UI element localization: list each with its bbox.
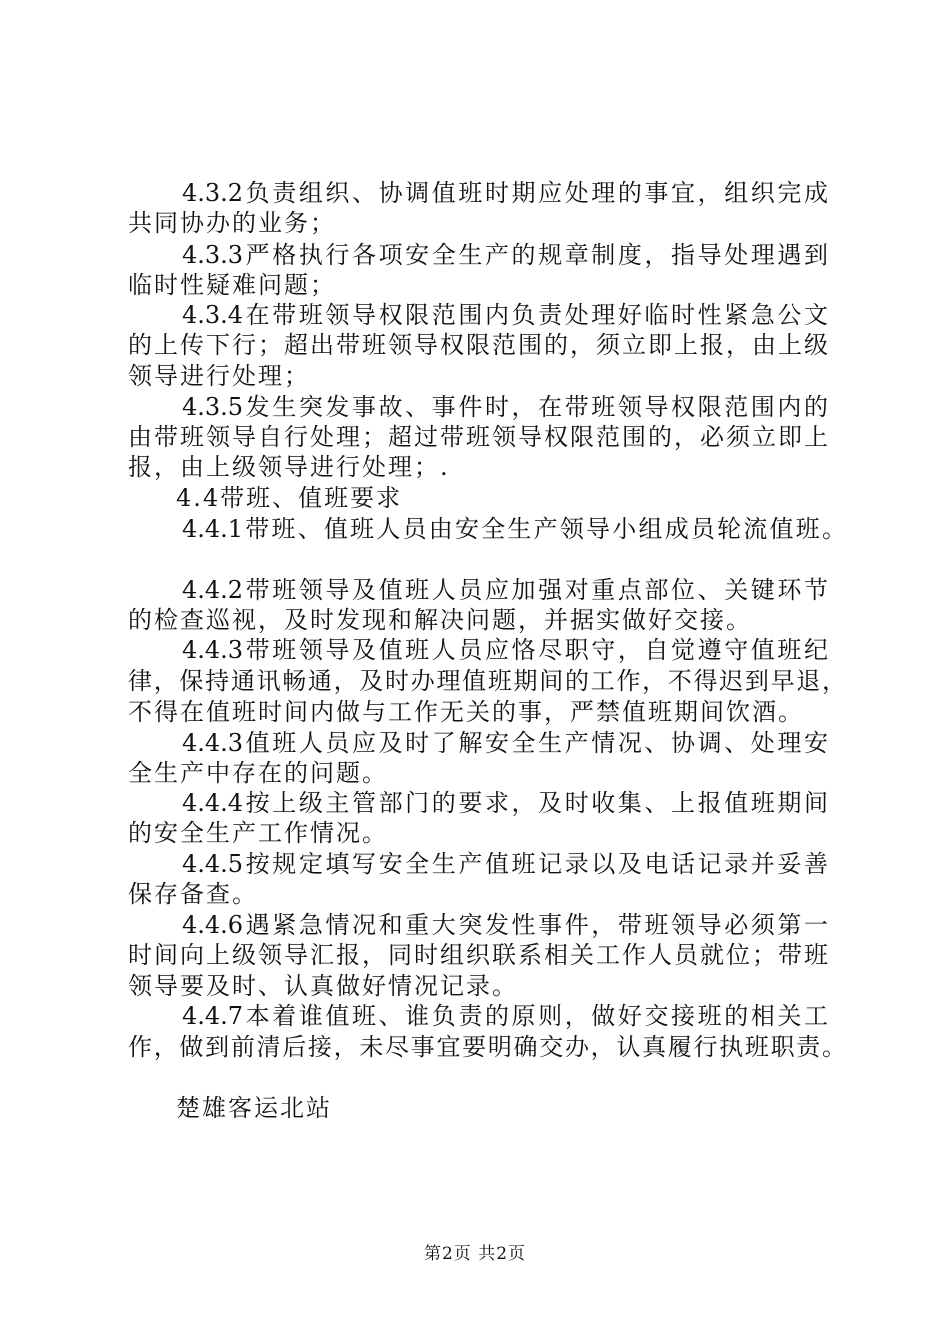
section-heading: 4.4带班、值班要求 (176, 484, 403, 512)
paragraph-line: 4.4.6遇紧急情况和重大突发性事件，带班领导必须第一 (182, 911, 828, 939)
paragraph-line: 领导进行处理； (128, 362, 310, 390)
paragraph-line: 4.4.4按上级主管部门的要求，及时收集、上报值班期间 (182, 789, 828, 817)
paragraph-line: 全生产中存在的问题。 (128, 759, 388, 787)
paragraph-line: 的上传下行；超出带班领导权限范围的，须立即上报，由上级 (128, 331, 828, 359)
organization-signature: 楚雄客运北站 (176, 1094, 332, 1122)
paragraph-line: 4.4.1带班、值班人员由安全生产领导小组成员轮流值班。 (182, 515, 846, 543)
paragraph-line: 作，做到前清后接，未尽事宜要明确交办，认真履行执班职责。 (128, 1033, 846, 1061)
paragraph-line: 时间向上级领导汇报，同时组织联系相关工作人员就位；带班 (128, 941, 828, 969)
paragraph-line: 4.4.5按规定填写安全生产值班记录以及电话记录并妥善 (182, 850, 828, 878)
paragraph-line: 临时性疑难问题； (128, 271, 336, 299)
paragraph-line: 不得在值班时间内做与工作无关的事，严禁值班期间饮酒。 (128, 698, 804, 726)
paragraph-line: 4.3.4在带班领导权限范围内负责处理好临时性紧急公文 (182, 301, 828, 329)
paragraph-line: 的安全生产工作情况。 (128, 819, 388, 847)
paragraph-line: 律，保持通讯畅通，及时办理值班期间的工作，不得迟到早退， (128, 667, 846, 695)
page-number: 第2页 共2页 (423, 1244, 527, 1264)
paragraph-line: 的检查巡视，及时发现和解决问题，并据实做好交接。 (128, 606, 752, 634)
paragraph-line: 4.3.5发生突发事故、事件时，在带班领导权限范围内的 (182, 393, 828, 421)
paragraph-line: 保存备查。 (128, 880, 258, 908)
paragraph-line: 报，由上级领导进行处理；. (128, 453, 450, 481)
paragraph-line: 4.4.2带班领导及值班人员应加强对重点部位、关键环节 (182, 576, 828, 604)
paragraph-line: 4.4.3值班人员应及时了解安全生产情况、协调、处理安 (182, 729, 828, 757)
paragraph-line: 共同协办的业务； (128, 209, 336, 237)
paragraph-line: 4.4.3带班领导及值班人员应恪尽职守，自觉遵守值班纪 (182, 636, 828, 664)
paragraph-line: 由带班领导自行处理；超过带班领导权限范围的，必须立即上 (128, 423, 828, 451)
paragraph-line: 领导要及时、认真做好情况记录。 (128, 972, 518, 1000)
paragraph-line: 4.3.2负责组织、协调值班时期应处理的事宜，组织完成 (182, 179, 828, 207)
paragraph-line: 4.4.7本着谁值班、谁负责的原则，做好交接班的相关工 (182, 1002, 828, 1030)
paragraph-line: 4.3.3严格执行各项安全生产的规章制度，指导处理遇到 (182, 241, 828, 269)
